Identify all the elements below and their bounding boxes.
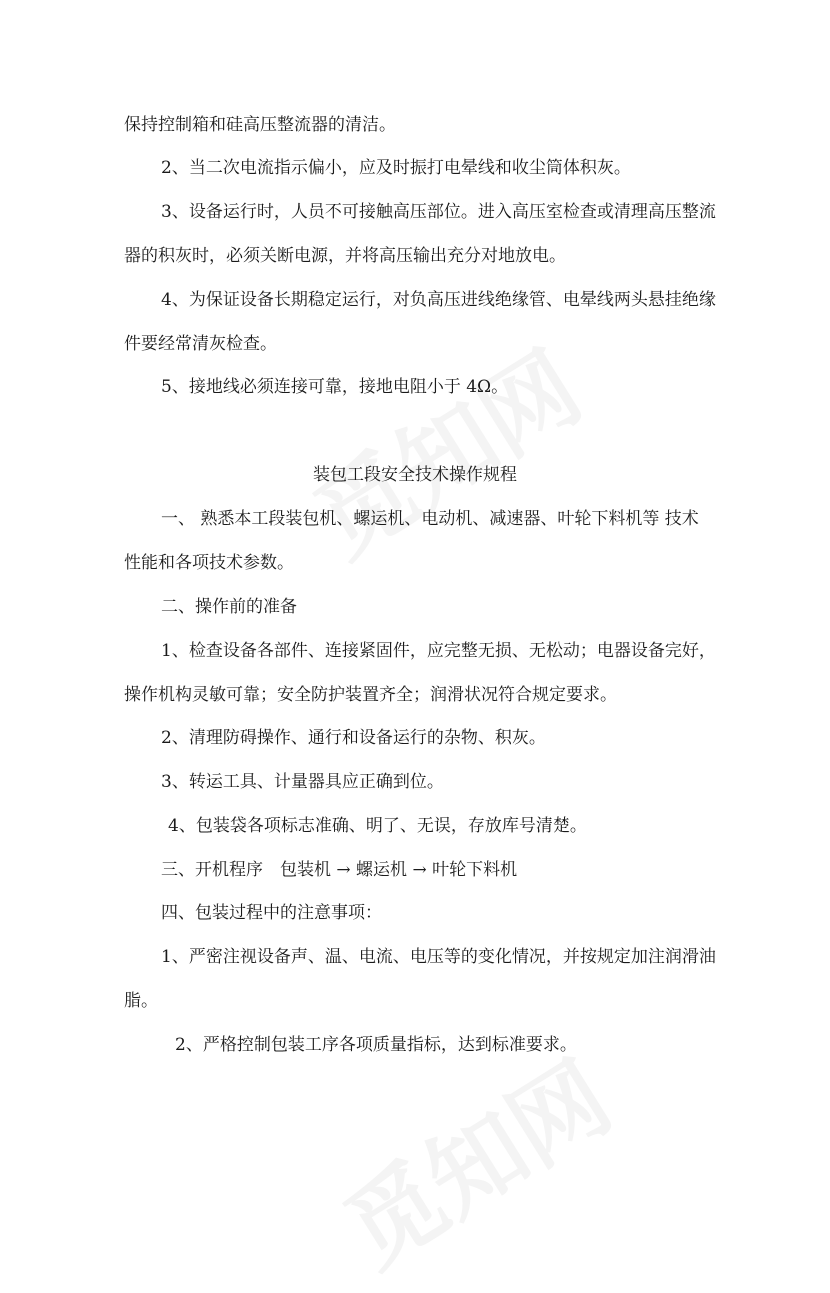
- paragraph-line: 5、接地线必须连接可靠，接地电阻小于 4Ω。: [161, 377, 509, 397]
- paragraph-line: 1、检查设备各部件、连接紧固件，应完整无损、无松动；电器设备完好，: [161, 641, 716, 661]
- paragraph-line: 3、设备运行时，人员不可接触高压部位。进入高压室检查或清理高压整流: [161, 202, 716, 222]
- paragraph-line: 2、严格控制包装工序各项质量指标，达到标准要求。: [175, 1035, 577, 1055]
- section-title: 装包工段安全技术操作规程: [313, 465, 517, 485]
- paragraph-line: 保持控制箱和硅高压整流器的清洁。: [124, 115, 396, 135]
- subsection-heading: 三、开机程序 包装机 → 螺运机 → 叶轮下料机: [161, 860, 518, 880]
- paragraph-line: 1、严密注视设备声、温、电流、电压等的变化情况，并按规定加注润滑油: [161, 947, 716, 967]
- paragraph-line: 一、 熟悉本工段装包机、螺运机、电动机、减速器、叶轮下料机等 技术: [161, 509, 699, 529]
- paragraph-line: 3、转运工具、计量器具应正确到位。: [161, 772, 444, 792]
- watermark-text-bottom: [316, 1024, 633, 1293]
- subsection-heading: 四、包装过程中的注意事项：: [161, 903, 382, 923]
- paragraph-line: 4、为保证设备长期稳定运行，对负高压进线绝缘管、电晕线两头悬挂绝缘: [161, 290, 716, 310]
- paragraph-line: 脂。: [124, 991, 158, 1011]
- paragraph-line: 性能和各项技术参数。: [124, 553, 294, 573]
- paragraph-line: 4、包装袋各项标志准确、明了、无误，存放库号清楚。: [168, 816, 587, 836]
- paragraph-line: 2、清理防碍操作、通行和设备运行的杂物、积灰。: [161, 728, 546, 748]
- paragraph-line: 件要经常清灰检查。: [124, 334, 277, 354]
- paragraph-line: 器的积灰时，必须关断电源，并将高压输出充分对地放电。: [124, 246, 566, 266]
- subsection-heading: 二、操作前的准备: [161, 597, 297, 617]
- paragraph-line: 2、当二次电流指示偏小，应及时振打电晕线和收尘筒体积灰。: [161, 158, 631, 178]
- paragraph-line: 操作机构灵敏可靠；安全防护装置齐全；润滑状况符合规定要求。: [124, 685, 617, 705]
